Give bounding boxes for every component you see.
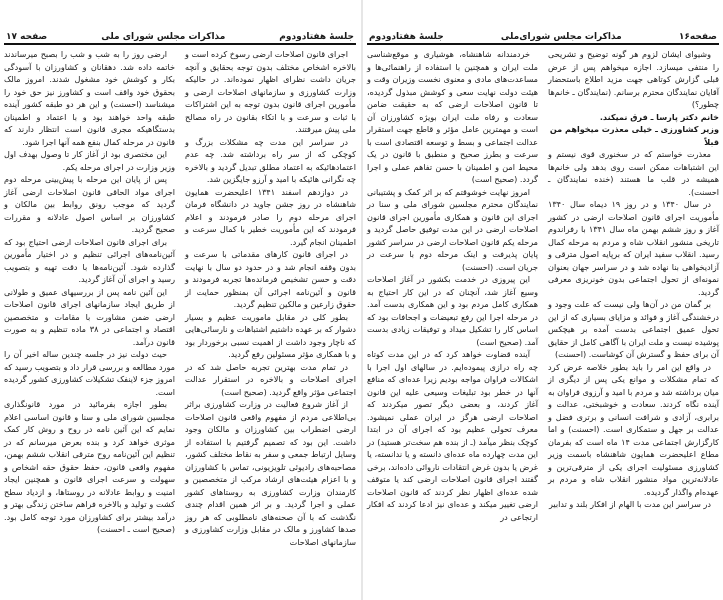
paragraph: خردمندانه شاهنشاه، هوشیاری و موقع‌شناسی ملت ایران و همچنین با استفاده از راهنمائی‌ها و مساعدت‌های مادی و معنوی نخست وزیران وقت و هیئت دولت نهایت سعی و کوشش مبذول گردیده، تا قانون اصلاحات ارضی که به حقیقت ضامن سعادت و رفاه ملت ایران بویژه کشاورزان آن است و مهمترین عامل مؤثر و قاطع جهت استقرار عدالت اجتماعی و بسط و توسعه اقتصادی است با سرعت و بطرز صحیح و منطبق با قانون در یک محیط امن و اطمینان با حسن تفاهم عملی و اجرا گردد. (صحیح است): [367, 49, 538, 184]
paragraph: این پیروزی در خدمت بکشور در آغاز اصلاحات وسیع آغاز شد، آنچنان که در این کار احتیاج به همکاری کامل مردم بود و این همکاری بدست آمد. در مرحله اجرا این رفع تبعیضات و اجحافات بود که اساس کار را تشکیل میداد و توفیقات زیادی بدست آمد. (صحیح است): [367, 274, 538, 347]
paragraph: در سراسر این مدت با الهام از افکار بلند و تدابیر: [548, 499, 711, 509]
session-title: جلسهٔ هفتادودوم: [279, 32, 354, 42]
paragraph: برای اجرای قانون اصلاحات ارضی احتیاج بود که آئین‌نامه‌های اجرائی تنظیم و در اختیار مأمورین گذارده شود. آئین‌نامه‌ها با دقت تهیه و بتصویب رسید و اجرای آن آغاز گردید.: [4, 236, 175, 284]
paragraph: آینده قضاوت خواهد کرد که در این مدت کوتاه چه راه درازی پیموده‌ایم. در سالهای اول اجرا با اشکالات فراوان مواجه بودیم زیرا عده‌ای که منافع آنها در خطر بود تبلیغات وسیعی علیه این قانون آغاز کردند، و بعضی دیگر تصور میکردند که اصلاحات ارضی هرگز در ایران عملی نمیشود. معرف تحولی عظیم بود که اجرای آن در ابتدا کوچک بنظر میآمد (ـ از بنده هم سخت‌تر هستید) در این مدت چهارده ماه عده‌ای دانسته و یا ندانسته، یا غرض یا بدون غرض انتقادات ناروائی داده‌اند، برخی گفتند اجرای قانون اصلاحات ارضی کند یا متوقف شده عده‌ای اظهار نظر کردند که قانون اصلاحات ارضی تغییر میکند و عده‌ای نیز ادعا کردند که افکار ارتجاعی در: [367, 349, 538, 522]
text-column-left: [4, 48, 175, 548]
paragraph: در دوازدهم اسفند ۱۳۴۱ اعلیحضرت همایون شاهنشاه در روز جشن جاوید در دانشگاه فرمان اجرای مرحله دوم را صادر فرمودند و اعلام فرمودند که این مأموریت خطیر با کمال سرعت و اطمینان انجام گیرد.: [185, 186, 356, 247]
publication-title: مذاکرات مجلس شورای‌ملی: [500, 32, 622, 42]
paragraph: ارضی روز را به شب و شب را بصبح میرساندند خاتمه داده شد. دهقانان و کشاورزان با آسودگی بکار و کوشش خود مشغول شدند. امروز مالک بحقوق خود واقف است و کشاورز نیز حق خود را میشناسد (احسنت) و این هر دو طبقه کشور آینده طبقه واحد خواهند بود و با اعتماد و اطمینان بدستگاهیکه مجری قانون است انتظار دارند که قانون در مرحله کمال بنفع همه آنها اجرا شود.: [4, 49, 175, 147]
page-header: [4, 30, 356, 45]
paragraph: در تمام مدت بهترین تجربه حاصل شد که در اجرای اصلاحات و بالاخره در استقرار عدالت اجتماعی مؤثر واقع گردید. (صحیح است): [185, 361, 356, 397]
paragraph: حیث دولت نیز در جلسه چندین ساله اخیر آن را مورد مطالعه و بررسی قرار داد و بتصویب رسید که امروز جزء لاینفک تشکیلات کشاورزی کشور گردیده است.: [4, 349, 175, 397]
text-column-right: [185, 48, 356, 548]
paragraph: در سال ۱۳۴۰ و در روز ۱۹ دیماه سال ۱۳۴۰ مأموریت اجرای قانون اصلاحات ارضی در کشور آغاز و روز ششم بهمن ماه سال ۱۳۴۱ با رفراندوم تاریخی منشور انقلاب شاه و مردم به مرحله کمال رسید. انقلاب سفید ایران که برپایه اصول مترقی و آزادیخواهی بنا نهاده شد و در سراسر جهان بعنوان نمونه‌ای از تحول اجتماعی بدون خونریزی معرفی گردید.: [548, 199, 719, 297]
speaker-line: وزیر کشاورزی ـ خیلی معذرت میخواهم من قبلاً: [549, 124, 719, 147]
publication-title: مذاکرات مجلس شورای ملی: [101, 32, 226, 42]
page-17: [4, 30, 356, 548]
paragraph: بطور اجازه بفرمائید در مورد قانونگذاری مجلسین شورای ملی و سنا و قانون اساسی اعلام نمایم که این آئین نامه در روح و روش کار کمک موثری خواهد کرد و بنده بعرض میرسانم که در تنظیم این آئین‌نامه روح مترقی انقلاب ششم بهمن، مفهوم واقعی قانون، حفظ حقوق حقه اشخاص و سهولت و سرعت اجرای قانون و همچنین ایجاد امنیت و روابط عادلانه در روستاها، و ازدیاد سطح کشت و تولید و بالاخره فراهم ساختن زندگی بهتر و درآمد بیشتر برای کشاورزان مورد توجه کامل بود. (صحیح است ـ احسنت): [4, 399, 175, 534]
paragraph: از آغاز شروع فعالیت در وزارت کشاورزی براثر بی‌اطلاعی مردم از مفهوم واقعی قانون اصلاحات ارضی اضطراب بین کشاورزان و مالکان وجود داشت. این بود که تصمیم گرفتیم با استفاده از وسایل ارتباط جمعی و سفر به نقاط مختلف کشور، مصاحبه‌های رادیوئی تلویزیونی، تماس با کشاورزان و با اعزام هیئت‌های ارشاد مرکب از متخصصین و کارمندان وزارت کشاورزی به روستاهای کشور عملی و اجرا گردید. و بر اثر همین اقدام چندی نگذشت که با آن صحنه‌های نامطلوبی که هر روز صدها کشاورز و مالک در مقابل وزارت کشاورزی و سازمانهای اصلاحات: [185, 399, 356, 547]
session-title: جلسهٔ هفتادودوم: [369, 32, 444, 42]
paragraph: معذرت خواستم که در سخنوری قوی نیستم و این اشتباهات ممکن است روی بدهد ولی خانم‌ها همیشه در قلب ما هستند (خنده نمایندگان ـ احسنت).: [548, 149, 719, 197]
paragraph: در واقع این امر را باید بطور خلاصه عرض کرد که تمام مشکلات و موانع یکی پس از دیگری از میان برداشته شد و مردم با امید و آرزوی فراوان به آینده نگاه کردند. سعادت و خوشبختی، عدالت و برابری، آزادی و شرافت انسانی و برتری فضل و عدالت بر جهل و ستمکاری است. (احسنت) و اما کارگزارش اجتماعی مدت ۱۴ ماه است که بفرمان مطاع اعلیحضرت همایون شاهنشاه باسمت وزیر کشاورزی مسئولیت اجرای یکی از مترقی‌ترین و عادلانه‌ترین مواد منشور انقلاب شاه و مردم بر عهده‌ام واگذار گردیده.: [548, 361, 720, 497]
paragraph: بر گمان من در آن‌ها ولی نیست که علت وجود و درخشندگی آغاز و فوائد و مزایای بسیاری که از این تحول عمیق اجتماعی بدست آمده بر هیچکس پوشیده نیست و ملت ایران با آگاهی کامل از حقایق آن برای حفظ و گسترش آن کوشاست. (احسنت): [547, 299, 719, 359]
paragraph: امروز نهایت خوشوقتم که بر اثر کمک و پشتیبانی نمایندگان محترم مجلسین شورای ملی و سنا در اجرای این قانون و همکاری مأمورین اجرای قانون اصلاحات ارضی در این مدت توفیق حاصل گردید و مرحله یکم قانون اصلاحات ارضی در سراسر کشور پایان پذیرفت و اینک مرحله دوم با سرعت در جریان است. (احسنت): [367, 186, 538, 272]
paragraph: در اجرای قانون کارهای مقدماتی با سرعت و بدون وقفه انجام شد و در حدود دو سال با نهایت دقت و حسن تشخیص فرمانده‌ها تجربه فرمودند و قانون و آئین‌نامه اجرائی آن بمنظور حمایت از حقوق زارعین و مالکین تنظیم گردید.: [185, 249, 356, 309]
paragraph: این آئین نامه پس از بررسیهای عمیق و طولانی از طریق ایجاد سازمانهای اجرای قانون اصلاحات ارضی ضمن مشاورت با مقامات و متخصصین اقتصاد و اجتماعی در ۳۸ ماده تنظیم و به صورت قانون درآمد.: [4, 286, 175, 347]
page-gutter: [361, 0, 363, 600]
speaker-line: خانم دکتر پارسا ـ فرق نمیکند.: [599, 111, 719, 122]
text-column-left: [367, 48, 538, 523]
page-16: [367, 30, 719, 523]
paragraph: وشیوای ایشان لزوم هر گونه توضیح و تشریحی را منتفی میسازد. اجازه میخواهم پس از عرض قبلی گزارش کوتاهی جهت مزید اطلاع باستحضار آقایان نمایندگان محترم برسانم. (نمایندگان ـ خانم‌ها چطور؟): [548, 49, 719, 109]
paragraph: بطور کلی در مقابل ماموریت عظیم و بسیار دشوار که بر عهده داشتیم اشتباهات و نارسائی‌هایی که ناچار وجود داشت از اهمیت نسبی برخوردار بود و با همکاری مؤثر مسئولین رفع گردید.: [185, 311, 356, 359]
page-number: صفحه ۱۷: [6, 32, 48, 42]
paragraph: در سراسر این مدت چه مشکلات بزرگ و کوچکی که از سر راه برداشته شد. چه عدم اعتمادهائیکه به اعتماد مطلق تبدیل گردید و بالاخره چه نگرانی هائیکه با امید و آرزو جایگزین شد.: [185, 136, 356, 184]
paragraph: این مختصری بود از آغاز کار تا وصول بهدف اول وزیر وزارت در اجرای مرحله یکم.: [4, 149, 175, 172]
page-header: [367, 30, 719, 45]
page-number: صفحه۱۶: [678, 32, 717, 42]
text-column-right: [548, 48, 719, 523]
paragraph: اجرای قانون اصلاحات ارضی رسوخ کرده است و بالاخره اشخاص مختلف بدون توجه بحقایق و آنچه جریان داشت نظرای اظهار نموده‌اند. در حالیکه وزارت کشاورزی و سازمانهای اصلاحات ارضی و مأمورین اجرای قانون بدون توجه به این اشتراکات با ثبات و سرعت و با اتکاء بقانون در راه مصالح ملی پیش میرفتند.: [185, 49, 356, 134]
paragraph: پس از پایان این مرحله با پیش‌بینی مرحله دوم اجرای مواد الحاقی قانون اصلاحات ارضی آغاز گردید که موجب رونق روابط بین مالکان و کشاورزان بر اساس اصول عادلانه و مقررات صحیح گردید.: [4, 174, 175, 234]
